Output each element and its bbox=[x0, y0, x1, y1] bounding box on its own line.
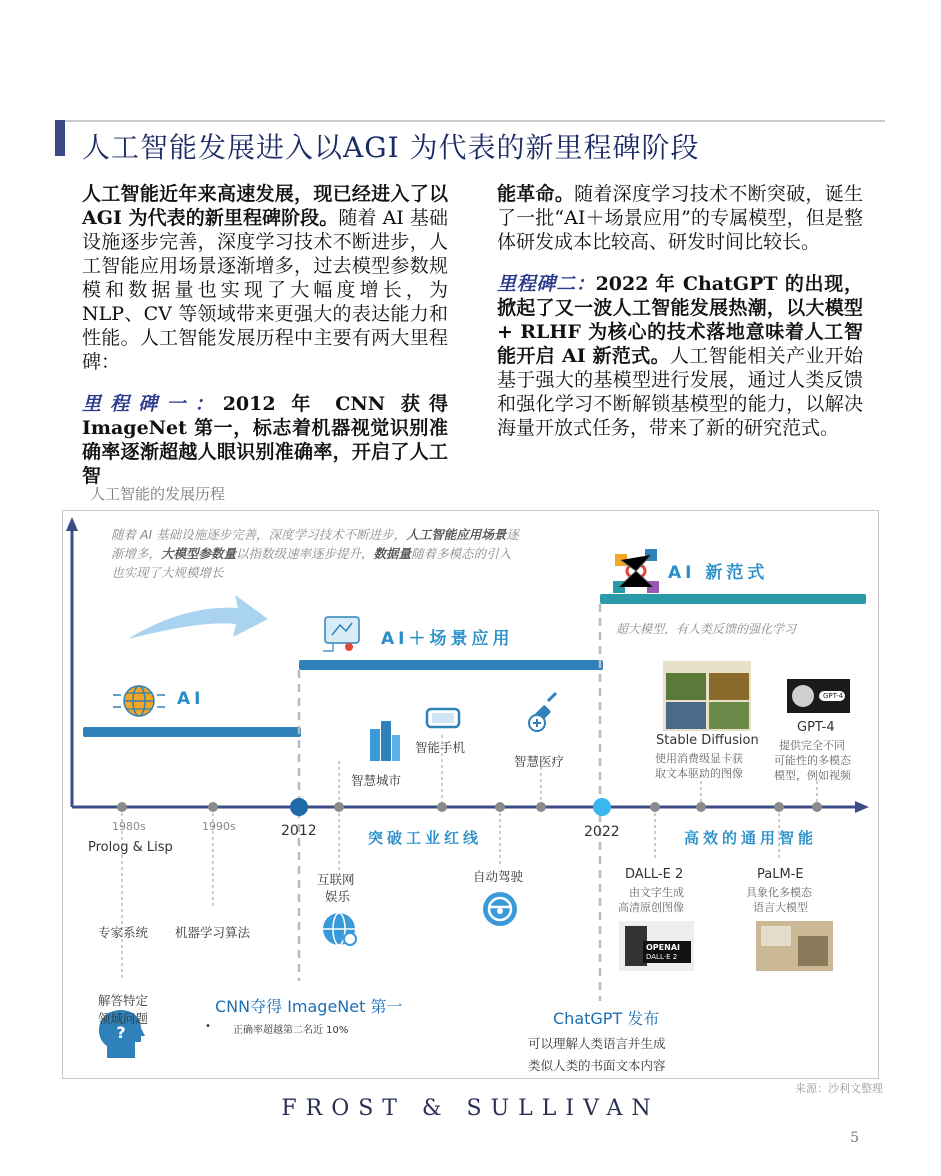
expert-system-label: 专家系统 bbox=[98, 925, 149, 940]
stable-diffusion-image bbox=[663, 661, 751, 731]
milestone-two-text: 人工智能相关产业开始基于强大的基模型进行发展，通过人类反馈和强化学习不断解锁基模型的能力，以解决海量开放式任务，带来了新的研究范式。 bbox=[497, 345, 863, 439]
qa-label-2: 领域问题 bbox=[98, 1011, 149, 1026]
internet-label-2: 娱乐 bbox=[325, 889, 351, 904]
app-city-label: 智慧城市 bbox=[351, 773, 402, 788]
cnn-bullet-dot: • bbox=[205, 1021, 211, 1032]
syringe-icon bbox=[529, 693, 556, 731]
figure-title: 人工智能的发展历程 bbox=[90, 485, 226, 503]
tick-autodrive bbox=[495, 802, 505, 812]
stage-scene-label: AI＋场景应用 bbox=[381, 629, 514, 649]
gpt4-desc-3: 模型，例如视频 bbox=[774, 769, 851, 782]
growth-arrow bbox=[128, 595, 268, 639]
title-accent-bar bbox=[55, 120, 65, 156]
dalle-image-text-2: DALL·E 2 bbox=[646, 953, 678, 961]
continuation-text: 随着深度学习技术不断突破，诞生了一批“AI＋场景应用”的专属模型，但是整体研发成本比较高、研发时间比较长。 bbox=[497, 183, 863, 253]
gpt4-desc-1: 提供完全不同 bbox=[779, 739, 845, 752]
header-rule bbox=[55, 120, 885, 122]
right-column bbox=[497, 182, 863, 458]
trend-note-part: 随着 AI 基础设施逐步完善，深度学习技术不断进步， bbox=[111, 527, 407, 542]
palme-desc-2: 语言大模型 bbox=[753, 901, 808, 914]
year-1980s: 1980s bbox=[112, 820, 146, 833]
milestone-two-bold: 2022 年 ChatGPT 的出现，掀起了又一波人工智能发展热潮，以大模型 + RLHF 为核心的技术落地意味着人工智能开启 AI 新范式。 bbox=[497, 273, 863, 367]
prolog-lisp-label: Prolog & Lisp bbox=[88, 840, 173, 855]
milestone-2022-dot bbox=[593, 798, 611, 816]
internet-icon bbox=[323, 913, 356, 945]
breakthrough-label: 突破工业红线 bbox=[368, 829, 483, 847]
sd-desc-2: 取文本驱动的图像 bbox=[655, 767, 743, 780]
phone-icon bbox=[427, 709, 459, 727]
ai-history-figure bbox=[62, 510, 879, 1079]
milestone-one-paragraph bbox=[82, 392, 448, 488]
svg-text:?: ? bbox=[116, 1023, 126, 1042]
left-column bbox=[82, 182, 448, 506]
milestone-two-paragraph bbox=[497, 272, 863, 440]
gpt4-name: GPT-4 bbox=[797, 720, 835, 735]
autodrive-label: 自动驾驶 bbox=[473, 869, 524, 884]
palme-desc-1: 具象化多模态 bbox=[746, 886, 812, 899]
steering-wheel-icon bbox=[483, 892, 517, 926]
dalle-name: DALL-E 2 bbox=[625, 867, 684, 882]
trend-note-part: 逐渐增多， bbox=[111, 527, 519, 561]
page-number: 5 bbox=[850, 1130, 859, 1146]
stage-scene-bar bbox=[299, 660, 603, 670]
trend-note-emph: 大模型参数量 bbox=[161, 546, 237, 561]
tick-palme bbox=[774, 802, 784, 812]
footer-brand: FROST & SULLIVAN bbox=[281, 1096, 660, 1121]
app-scene-icon bbox=[323, 617, 359, 651]
dalle-image-text-1: OPENAI bbox=[646, 943, 680, 952]
dalle-desc-1: 由文字生成 bbox=[629, 886, 684, 899]
timeline-arrow bbox=[855, 801, 869, 813]
app-phone-label: 智能手机 bbox=[415, 740, 466, 755]
sd-desc-1: 使用消费级显卡获 bbox=[655, 752, 743, 765]
gpt4-desc-2: 可能性的多模态 bbox=[774, 754, 851, 767]
cnn-milestone-title: CNN夺得 ImageNet 第一 bbox=[215, 997, 403, 1016]
tick-city bbox=[334, 802, 344, 812]
source-note: 来源：沙利文整理 bbox=[795, 1082, 883, 1095]
stage-paradigm-label: AI 新范式 bbox=[668, 563, 769, 583]
app-medical-label: 智慧医疗 bbox=[514, 754, 565, 769]
gpt4-image-text: GPT-4 bbox=[823, 692, 844, 700]
sd-name: Stable Diffusion bbox=[656, 733, 759, 748]
milestone-2012-dot bbox=[290, 798, 308, 816]
tick-gpt4 bbox=[812, 802, 822, 812]
trend-note-emph: 数据量 bbox=[373, 546, 412, 561]
chatgpt-milestone-title: ChatGPT 发布 bbox=[553, 1009, 660, 1028]
stage-ai-bar bbox=[83, 727, 301, 737]
tick-medical bbox=[536, 802, 546, 812]
trend-note-emph: 人工智能应用场景 bbox=[406, 527, 507, 542]
milestone-two-label: 里程碑二： bbox=[497, 273, 596, 295]
page-title: 人工智能发展进入以AGI 为代表的新里程碑阶段 bbox=[82, 131, 700, 164]
dalle-desc-2: 高清原创图像 bbox=[618, 901, 684, 914]
tick-sd bbox=[696, 802, 706, 812]
efficient-agi-label: 高效的通用智能 bbox=[684, 829, 818, 847]
continuation-paragraph bbox=[497, 182, 863, 254]
year-1990s: 1990s bbox=[202, 820, 236, 833]
network-icon bbox=[613, 549, 659, 593]
globe-icon bbox=[113, 686, 165, 716]
stage-ai-label: AI bbox=[177, 689, 205, 709]
y-axis-arrow bbox=[66, 517, 78, 531]
stage-paradigm-bar bbox=[600, 594, 866, 604]
continuation-bold: 能革命。 bbox=[497, 183, 575, 205]
tick-1990s bbox=[208, 802, 218, 812]
city-icon bbox=[370, 721, 400, 761]
figure-graphics bbox=[63, 511, 878, 1078]
year-2022: 2022 bbox=[584, 824, 620, 840]
trend-note-part: 以指数级速率逐步提升， bbox=[236, 546, 374, 561]
chatgpt-desc-2: 类似人类的书面文本内容 bbox=[528, 1058, 666, 1073]
intro-paragraph bbox=[82, 182, 448, 374]
milestone-one-label: 里程碑一： bbox=[82, 393, 223, 415]
palme-image bbox=[756, 921, 833, 971]
trend-note-part: 随着多模态的引入也实现了大规模增长 bbox=[111, 546, 512, 580]
ml-algorithm-label: 机器学习算法 bbox=[175, 925, 251, 940]
chatgpt-desc-1: 可以理解人类语言并生成 bbox=[528, 1036, 666, 1051]
tick-phone bbox=[437, 802, 447, 812]
qa-label-1: 解答特定 bbox=[98, 993, 149, 1008]
trend-note bbox=[111, 525, 521, 582]
palme-name: PaLM-E bbox=[757, 867, 804, 882]
cnn-milestone-bullet: 正确率超越第二名近 10% bbox=[233, 1025, 349, 1036]
intro-bold: 人工智能近年来高速发展，现已经进入了以 AGI 为代表的新里程碑阶段。 bbox=[82, 183, 448, 229]
internet-label-1: 互联网 bbox=[317, 872, 355, 887]
stage-paradigm-note: 超大模型，有人类反馈的强化学习 bbox=[616, 622, 797, 636]
tick-dalle bbox=[650, 802, 660, 812]
tick-1980s bbox=[117, 802, 127, 812]
year-2012: 2012 bbox=[281, 823, 317, 839]
milestone-one-text: 2012 年 CNN 获得 ImageNet 第一，标志着机器视觉识别准确率逐渐超越人眼识别准确率，开启了人工智 bbox=[82, 393, 448, 487]
intro-text: 随着 AI 基础设施逐步完善，深度学习技术不断进步，人工智能应用场景逐渐增多，过去模型参数规模和数据量也实现了大幅度增长，为 NLP、CV 等领域带来更强大的表达能力和性能。人工智能发展历程中主要有两大里程碑： bbox=[82, 207, 448, 373]
